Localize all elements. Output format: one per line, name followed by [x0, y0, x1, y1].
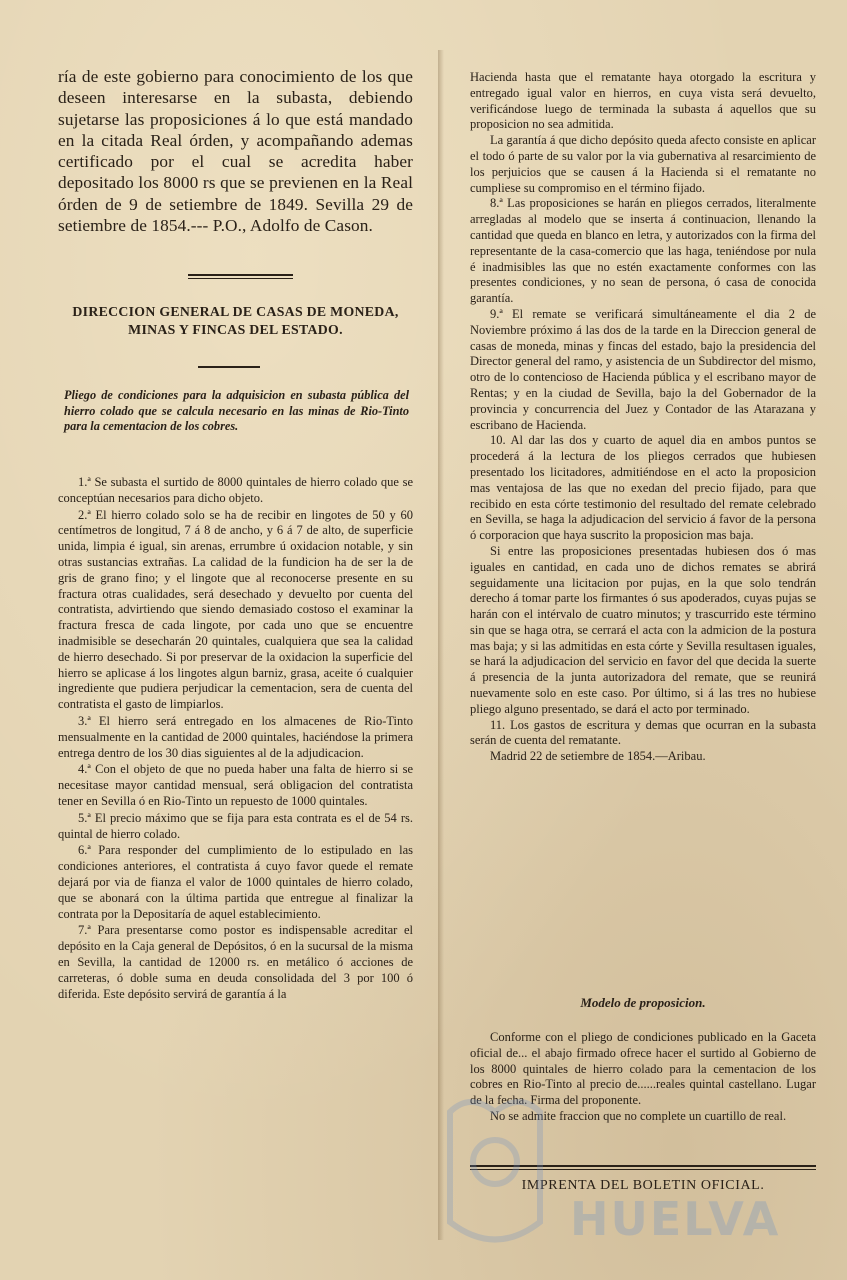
condition-2: 2.ª El hierro colado solo se ha de recibir en lingotes de 50 y 60 centímetros de longitud, 7 á 8 de ancho, y 6 á 7 de alto, de superficie unida, limpia é igual, sin arenas, errumbre ú oxidacion notable, y sin otras sustancias extrañas. La calidad de la fundicion ha de ser la de gris de grano fino; y el lingote que al reconocerse presente en su fractura otras cualidades, será desechado y devuelto por cuenta del contratista, advirtiendo que siendo demasiado costoso el examinar la fractura fresca de cada lingote, por cada uno que se encuentre inadmisible se desecharán 20 quintales, cualquiera que sea la calidad de hierro desechado. Si por preservar de la oxidacion la superficie del hierro se aplicase á los lingotes algun barniz, grasa, aceite ó cualquier ingrediente que pudiera perjudicar la cementacion, sera de cuenta del contratista el gasto de limpiarlos.: [58, 507, 413, 712]
imprenta-footer: IMPRENTA DEL BOLETIN OFICIAL.: [521, 1178, 765, 1193]
pliego-title: Pliego de condiciones para la adquisicion en subasta pública del hierro colado que se calcula necesario en las minas de Rio-Tinto para la cementacion de los cobres.: [64, 388, 409, 433]
condition-4: 4.ª Con el objeto de que no pueda haber una falta de hierro si se necesitase mayor cantidad mensual, será obligacion del contratista tener en Sevilla ó en Rio-Tinto un repuesto de 1000 quintales.: [58, 762, 413, 808]
garantia-paragraph: La garantía á que dicho depósito queda afecto consiste en aplicar el todo ó parte de su valor por la via gubernativa al resarcimiento de los perjuicios que se causen á la Hacienda si el rematante no cumpliese su compromiso en el término fijado.: [470, 133, 816, 195]
condition-6: 6.ª Para responder del cumplimiento de lo estipulado en las condiciones anteriores, el contratista á cuyo favor quede el remate dejará por via de fianza el valor de 1000 quintales de hierro colado, que se abonará con la última partida que entregue al finalizar la contrata por la Depositaría de aquel establecimiento.: [58, 843, 413, 921]
conditions-list: [58, 475, 413, 1002]
modelo-block: [470, 1030, 816, 1125]
page-fold-shadow: [438, 50, 444, 1240]
signature-line: Madrid 22 de setiembre de 1854.—Aribau.: [490, 749, 706, 764]
condition-5: 5.ª El precio máximo que se fija para esta contrata es el de 54 rs. quintal de hierro colado.: [58, 810, 413, 841]
condition-9: 9.ª El remate se verificará simultáneamente el dia 2 de Noviembre próximo á las dos de la tarde en la Direccion general de casas de moneda, minas y fincas del estado, bajo la presidencia del Director general del ramo, y asistencia de un Subdirector del mismo, otro de lo contencioso de Hacienda pública y el escribano mayor de Rentas; y en la ciudad de Sevilla, bajo la del Gobernador de la provincia y concurrencia del Juez y Contador de las Atarazana y escribano de Hacienda.: [470, 306, 816, 432]
modelo-title: Modelo de proposicion.: [580, 995, 706, 1010]
pujas-paragraph: Si entre las proposiciones presentadas hubiesen dos ó mas iguales en cantidad, en cada uno de dichos remates se abrirá seguidamente una licitacion por pujas, en la que solo tendrán derecho á tomar parte los firmantes ó sus apoderados, cuyas pujas se harán con el intérvalo de cuatro minutos; y trascurrido este término sin que se haga otra, se cerrará el acta con la admicion de la postura mas baja; y si las admitidas en esta córte y Sevilla resultasen iguales, se hará la adjudicacion del servicio en favor del que decida la suerte á presencia de la junta autorizadora del remate, que se reunirá nuevamente solo en este caso. Por último, si á las tres no hubiese pliego alguno presentado, se dará el acto por terminado.: [470, 543, 816, 716]
watermark-text: HUELVA: [570, 1192, 781, 1246]
condition-8: 8.ª Las proposiciones se harán en pliegos cerrados, literalmente arregladas al modelo que se inserta á continuacion, llenando la cantidad que queda en blanco en letra, y autorizados con la firma del representante de la casa-comercio que las haga, teniéndose por nula é inadmisibles las que no estén exactamente conformes con las presentes condiciones, y no sean de persona, ó casa de conocida garantía.: [470, 196, 816, 306]
double-rule: [188, 274, 293, 279]
condition-1: 1.ª Se subasta el surtido de 8000 quintales de hierro colado que se conceptúan necesarios para dicho objeto.: [58, 475, 413, 505]
heading-line-2: MINAS Y FINCAS DEL ESTADO.: [128, 322, 343, 337]
heading-line-1: DIRECCION GENERAL DE CASAS DE MONEDA,: [72, 304, 399, 319]
condition-10: 10. Al dar las dos y cuarto de aquel dia en ambos puntos se procederá á la lectura de los pliegos cerrados que hubiesen presentado los licitadores, admitiéndose en el acto la proposicion mas ventajosa de las que no exedan del precio fijado, para que recibido en esta córte testimonio del resultado del remate celebrado en Sevilla, se haga la adjudicacion del servicio á favor de la persona ó corporacion que haya suscrito la proposicion mas baja.: [470, 433, 816, 543]
condition-11: 11. Los gastos de escritura y demas que ocurran en la subasta serán de cuenta del rematante.: [470, 717, 816, 748]
footer-rule: [470, 1165, 816, 1170]
modelo-text: Conforme con el pliego de condiciones publicado en la Gaceta oficial de... el abajo firmado ofrece hacer el surtido al Gobierno de los 8000 quintales de hierro colado para la cementacion de los cobres en Rio-Tinto al precio de......reales quintal castellano. Lugar de la fecha. Firma del proponente.: [470, 1030, 816, 1108]
section-heading: [58, 303, 413, 339]
condition-7: 7.ª Para presentarse como postor es indispensable acreditar el depósito en la Caja general de Depósitos, ó en la sucursal de la misma en Sevilla, la cantidad de 12000 rs. en metálico ó acciones de carreteras, ó doble suma en deuda consolidada del 3 por 100 ó diferida. Este depósito servirá de garantía á la: [58, 923, 413, 1001]
continuation-paragraph: ría de este gobierno para conocimiento de los que deseen interesarse en la subasta, debiendo sujetarse las proposiciones á lo que está mandado en la citada Real órden, y acompañando ademas certificado por el cual se acredita haber depositado los 8000 rs que se previenen en la Real órden de 9 de setiembre de 1849. Sevilla 29 de setiembre de 1854.--- P.O., Adolfo de Cason.: [58, 67, 413, 236]
short-rule: [198, 366, 260, 368]
hacienda-paragraph: Hacienda hasta que el rematante haya otorgado la escritura y entregado igual valor en hierros, en cuya vista será devuelto, verificándose luego de terminada la subasta á aquellos que su proposicion no sea admitida.: [470, 70, 816, 132]
condition-3: 3.ª El hierro será entregado en los almacenes de Rio-Tinto mensualmente en la cantidad de 2000 quintales, haciéndose la primera entrega dentro de los 30 dias siguientes al de la adjudicacion.: [58, 713, 413, 760]
right-text-block: [470, 70, 816, 765]
fraccion-note: No se admite fraccion que no complete un cuartillo de real.: [490, 1108, 787, 1123]
